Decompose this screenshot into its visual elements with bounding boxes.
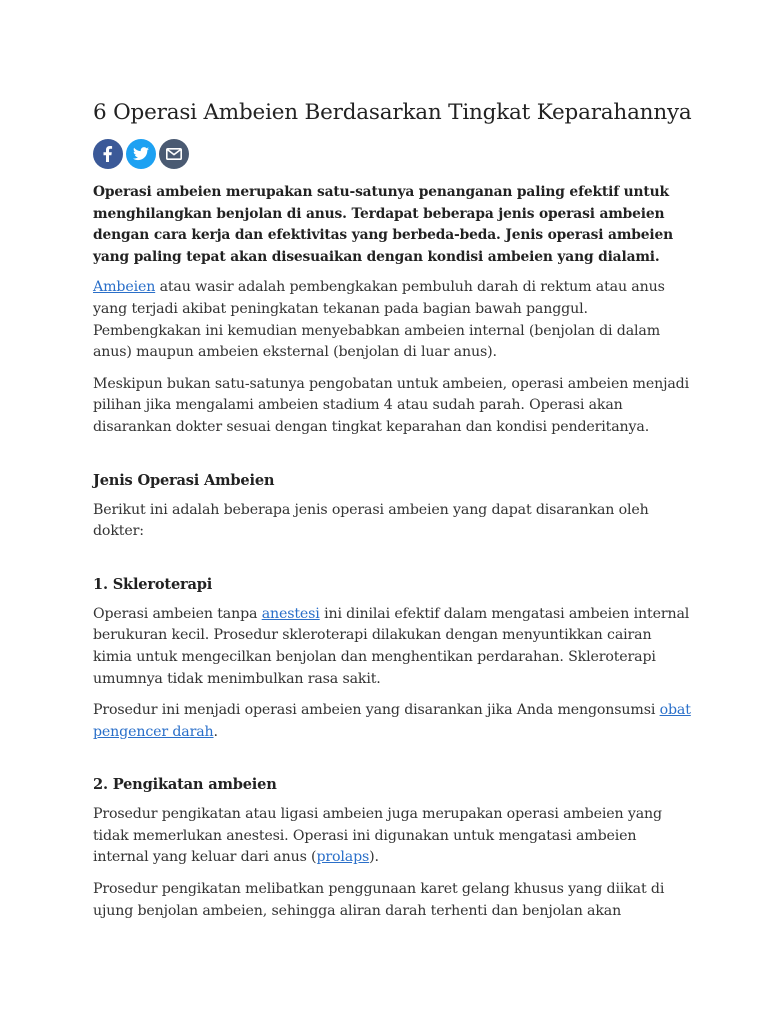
paragraph-text: atau wasir adalah pembengkakan pembuluh darah di rektum atau anus yang terjadi akibat peningkatan tekanan pada bagian bawah panggul. Pembengkakan ini kemudian menyebabkan ambeien internal (benjolan di dalam anus) maupun ambeien eksternal (benjolan di luar anus). [93,279,665,361]
section-intro: Berikut ini adalah beberapa jenis operasi ambeien yang dapat disarankan oleh dokter: [93,501,649,540]
twitter-share-button[interactable] [126,139,156,169]
obat-pengencer-darah-link[interactable]: obat pengencer darah [93,702,691,740]
email-icon [166,148,182,160]
heading-skleroterapi: 1. Skleroterapi [93,575,213,593]
facebook-icon [101,146,115,162]
pengikatan-paragraph-1 [93,804,693,869]
email-share-button[interactable] [159,139,189,169]
skleroterapi-paragraph-2 [93,700,693,743]
paragraph-operasi: Meskipun bukan satu-satunya pengobatan untuk ambeien, operasi ambeien menjadi pilihan jika mengalami ambeien stadium 4 atau sudah parah. Operasi akan disarankan dokter sesuai dengan tingkat keparahan dan kondisi penderitanya. [93,375,689,435]
twitter-icon [133,147,149,161]
anestesi-link[interactable]: anestesi [261,605,320,622]
paragraph-text: ini dinilai efektif dalam mengatasi ambeien internal berukuran kecil. Prosedur skleroterapi dilakukan dengan menyuntikkan cairan kimia untuk mengecilkan benjolan dan menghentikan perdarahan. Skleroterapi umumnya tidak menimbulkan rasa sakit. [93,605,690,687]
article [93,96,693,922]
ambeien-link[interactable]: Ambeien [93,279,156,296]
paragraph-text: Operasi ambeien tanpa [93,605,262,622]
paragraph-text: Prosedur pengikatan atau ligasi ambeien juga merupakan operasi ambeien yang tidak memerlukan anestesi. Operasi ini digunakan untuk mengatasi ambeien internal yang keluar dari anus ( [93,806,662,866]
paragraph-text: ). [369,849,379,866]
intro-paragraph: Operasi ambeien merupakan satu-satunya penanganan paling efektif untuk menghilangkan benjolan di anus. Terdapat beberapa jenis operasi ambeien dengan cara kerja dan efektivitas yang berbeda-beda. Jenis operasi ambeien yang paling tepat akan disesuaikan dengan kondisi ambeien yang dialami. [93,184,673,265]
pengikatan-paragraph-2: Prosedur pengikatan melibatkan penggunaan karet gelang khusus yang diikat di ujung benjolan ambeien, sehingga aliran darah terhenti dan benjolan akan [93,881,665,919]
skleroterapi-paragraph-1 [93,604,693,690]
heading-pengikatan: 2. Pengikatan ambeien [93,776,277,794]
paragraph-text: Prosedur ini menjadi operasi ambeien yang disarankan jika Anda mengonsumsi [93,702,660,719]
section-heading-jenis: Jenis Operasi Ambeien [93,471,275,489]
share-bar [93,139,693,169]
paragraph-ambeien [93,277,693,363]
facebook-share-button[interactable] [93,139,123,169]
page-title: 6 Operasi Ambeien Berdasarkan Tingkat Keparahannya [93,100,692,125]
paragraph-text: . [213,723,218,740]
prolaps-link[interactable]: prolaps [316,849,370,866]
